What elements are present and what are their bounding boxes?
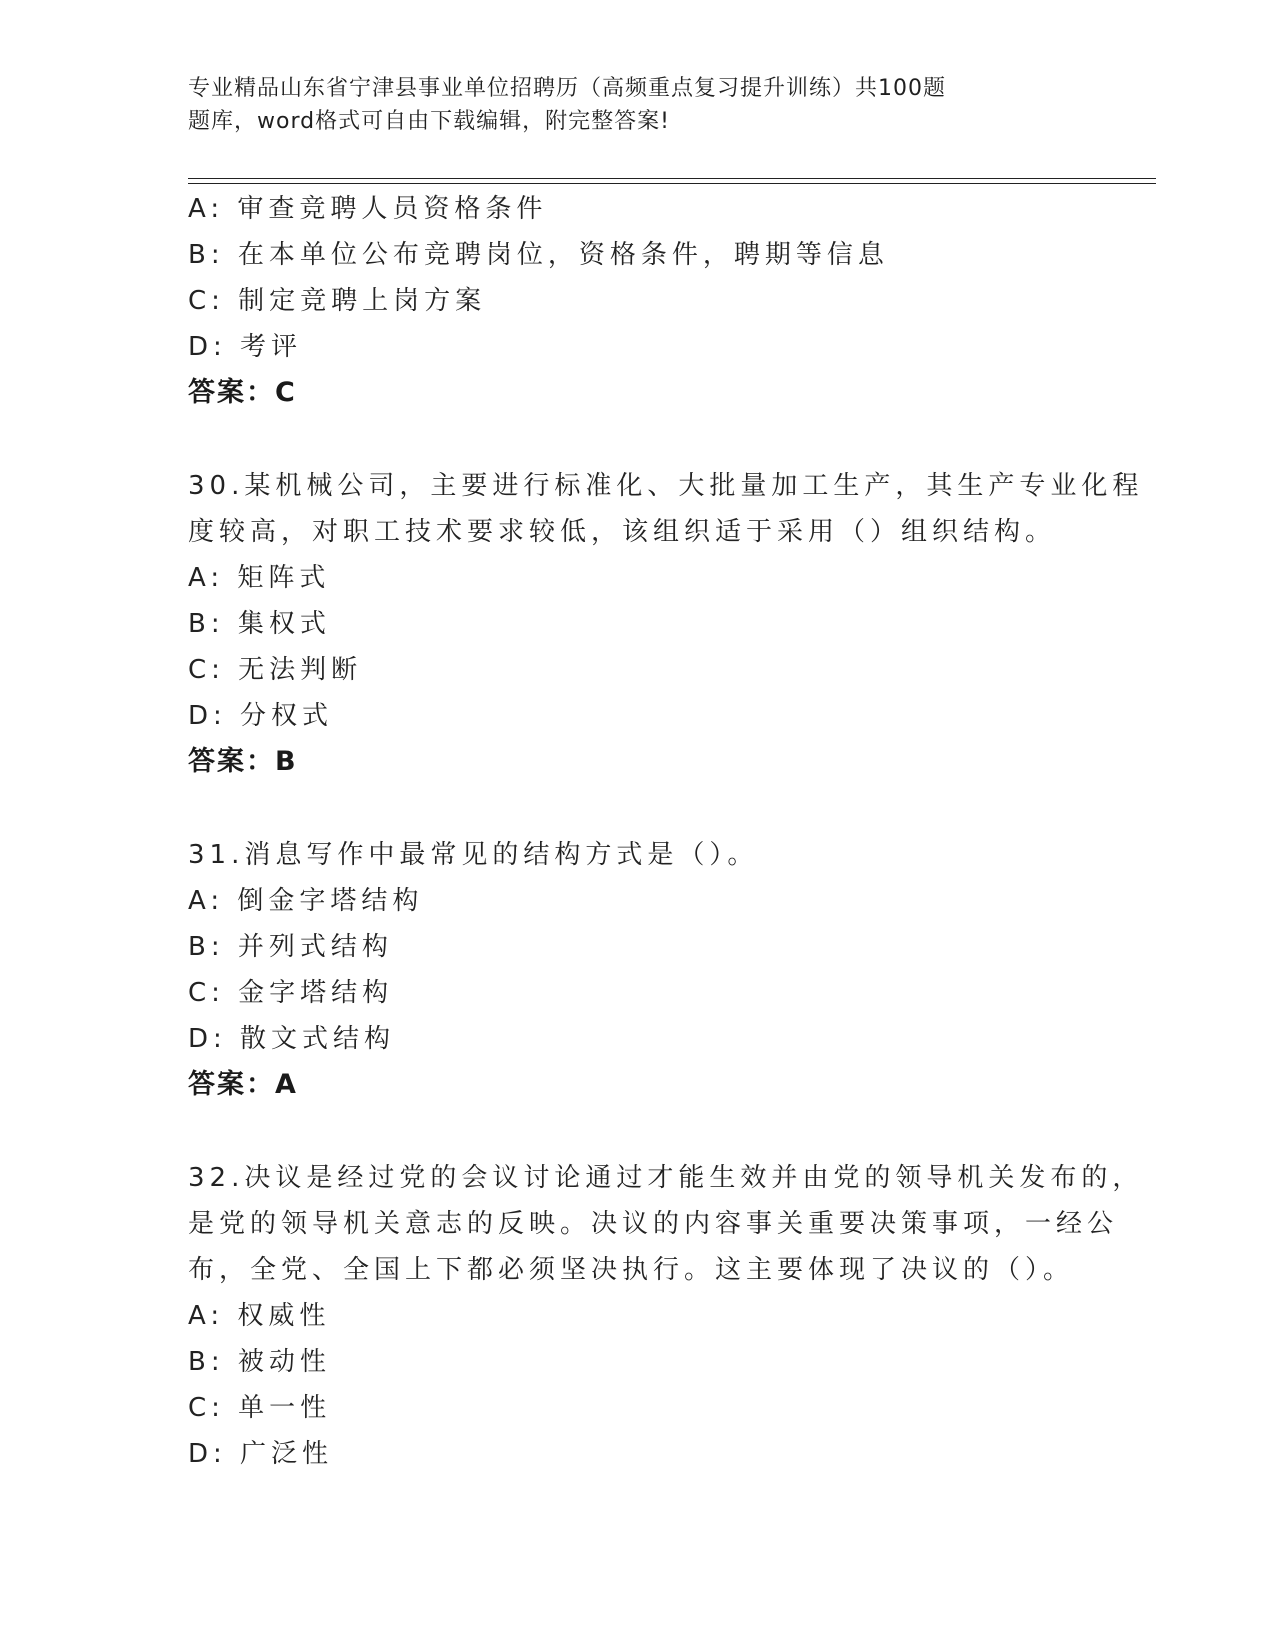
question-text: 布，全党、全国上下都必须坚决执行。这主要体现了决议的（）。: [188, 1255, 1075, 1285]
option-d: D: 散文式结构: [188, 1024, 396, 1054]
question-text: 31.消息写作中最常见的结构方式是（）。: [188, 840, 759, 870]
option-d: D: 考评: [188, 332, 303, 362]
option-b: B: 集权式: [188, 609, 331, 639]
answer: 答案：B: [188, 746, 298, 777]
question-text: 30.某机械公司，主要进行标准化、大批量加工生产，其生产专业化程: [188, 471, 1144, 501]
document-header: [188, 72, 1068, 138]
option-a: A: 倒金字塔结构: [188, 886, 424, 916]
option-b: B: 在本单位公布竞聘岗位，资格条件，聘期等信息: [188, 240, 889, 270]
option-a: A: 矩阵式: [188, 563, 331, 593]
question-text: 度较高，对职工技术要求较低，该组织适于采用（）组织结构。: [188, 517, 1057, 547]
answer: 答案：A: [188, 1069, 298, 1100]
question-30: [188, 463, 1144, 785]
answer: 答案：C: [188, 377, 297, 408]
option-a: A: 审查竞聘人员资格条件: [188, 194, 548, 224]
option-b: B: 并列式结构: [188, 932, 393, 962]
option-d: D: 广泛性: [188, 1439, 334, 1469]
header-divider-top: [188, 178, 1156, 179]
option-a: A: 权威性: [188, 1301, 331, 1331]
header-divider-bottom: [188, 183, 1156, 184]
option-c: C: 单一性: [188, 1393, 332, 1423]
question-list: [188, 186, 1144, 1477]
question-text: 32.决议是经过党的会议讨论通过才能生效并由党的领导机关发布的，: [188, 1163, 1144, 1193]
header-line-1: 专业精品山东省宁津县事业单位招聘历（高频重点复习提升训练）共100题: [188, 76, 946, 101]
option-c: C: 无法判断: [188, 655, 363, 685]
question-32: [188, 1155, 1144, 1477]
option-b: B: 被动性: [188, 1347, 331, 1377]
header-line-2: 题库，word格式可自由下载编辑，附完整答案!: [188, 109, 670, 134]
question-29: [188, 186, 1088, 416]
question-31: [188, 832, 1088, 1108]
option-c: C: 金字塔结构: [188, 978, 394, 1008]
option-d: D: 分权式: [188, 701, 334, 731]
question-text: 是党的领导机关意志的反映。决议的内容事关重要决策事项，一经公: [188, 1209, 1119, 1239]
option-c: C: 制定竞聘上岗方案: [188, 286, 487, 316]
